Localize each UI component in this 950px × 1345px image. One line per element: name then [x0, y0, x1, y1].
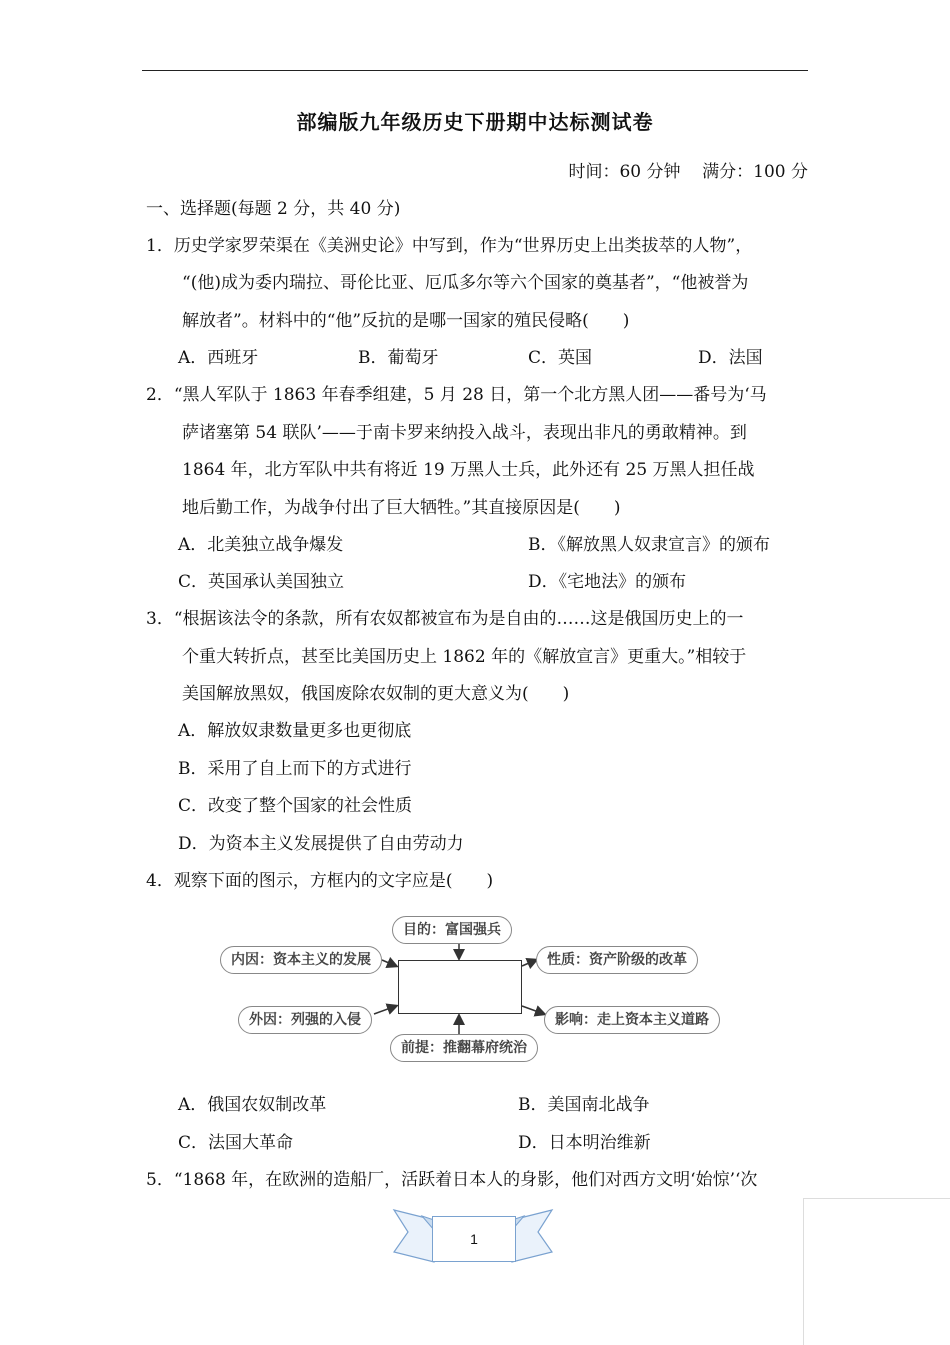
diagram-nature: 性质：资产阶级的改革 — [536, 946, 698, 974]
q2-line-1: 2．“黑人军队于 1863 年春季组建，5 月 28 日，第一个北方黑人团——番号为‘马 — [146, 385, 767, 405]
q4-option-d[interactable]: D．日本明治维新 — [518, 1133, 651, 1153]
q3-option-c[interactable]: C．改变了整个国家的社会性质 — [178, 796, 413, 816]
q3-line-3: 美国解放黑奴，俄国废除农奴制的更大意义为( ) — [182, 684, 570, 704]
q3-option-b[interactable]: B．采用了自上而下的方式进行 — [178, 759, 412, 779]
q2-option-d[interactable]: D．《宅地法》的颁布 — [528, 572, 687, 592]
q2-option-b[interactable]: B．《解放黑人奴隶宣言》的颁布 — [528, 535, 770, 555]
diagram-premise: 前提：推翻幕府统治 — [390, 1034, 538, 1062]
q1-line-2: “(他)成为委内瑞拉、哥伦比亚、厄瓜多尔等六个国家的奠基者”，“他被誉为 — [182, 273, 749, 293]
q2-line-4: 地后勤工作，为战争付出了巨大牺牲。”其直接原因是( ) — [182, 498, 621, 518]
q1-option-b[interactable]: B．葡萄牙 — [358, 348, 439, 368]
q4-option-a[interactable]: A．俄国农奴制改革 — [178, 1095, 327, 1115]
diagram-external-cause: 外因：列强的入侵 — [238, 1006, 372, 1034]
section-heading: 一、选择题(每题 2 分，共 40 分) — [146, 199, 401, 219]
q1-line-1: 1．历史学家罗荣渠在《美洲史论》中写到，作为“世界历史上出类拔萃的人物”， — [146, 236, 753, 256]
q3-option-d[interactable]: D．为资本主义发展提供了自由劳动力 — [178, 834, 464, 854]
q2-line-3: 1864 年，北方军队中共有将近 19 万黑人士兵，此外还有 25 万黑人担任战 — [182, 460, 755, 480]
blank-answer-box — [398, 960, 522, 1014]
q2-option-c[interactable]: C．英国承认美国独立 — [178, 572, 345, 592]
diagram-purpose: 目的：富国强兵 — [392, 916, 512, 944]
q1-option-a[interactable]: A．西班牙 — [178, 348, 259, 368]
q5-line-1: 5．“1868 年，在欧洲的造船厂，活跃着日本人的身影，他们对西方文明‘始惊’‘次 — [146, 1170, 758, 1190]
header-rule — [142, 70, 808, 71]
diagram-internal-cause: 内因：资本主义的发展 — [220, 946, 382, 974]
q3-line-1: 3．“根据该法令的条款，所有农奴都被宣布为是自由的……这是俄国历史上的一 — [146, 609, 744, 629]
diagram-influence: 影响：走上资本主义道路 — [544, 1006, 720, 1034]
q4-diagram — [214, 910, 734, 1068]
q4-line-1: 4．观察下面的图示，方框内的文字应是( ) — [146, 871, 494, 891]
corner-panel — [803, 1198, 950, 1345]
q2-option-a[interactable]: A．北美独立战争爆发 — [178, 535, 344, 555]
q3-option-a[interactable]: A．解放奴隶数量更多也更彻底 — [178, 721, 412, 741]
q1-option-d[interactable]: D．法国 — [698, 348, 763, 368]
q4-option-b[interactable]: B．美国南北战争 — [518, 1095, 650, 1115]
q1-option-c[interactable]: C．英国 — [528, 348, 593, 368]
q2-line-2: 萨诸塞第 54 联队’——于南卡罗来纳投入战斗，表现出非凡的勇敢精神。到 — [182, 423, 747, 443]
q4-option-c[interactable]: C．法国大革命 — [178, 1133, 294, 1153]
page-title: 部编版九年级历史下册期中达标测试卷 — [296, 110, 654, 134]
exam-meta: 时间：60 分钟 满分：100 分 — [568, 162, 808, 182]
page-number: 1 — [432, 1216, 516, 1262]
q1-line-3: 解放者”。材料中的“他”反抗的是哪一国家的殖民侵略( ) — [182, 311, 630, 331]
q3-line-2: 个重大转折点，甚至比美国历史上 1862 年的《解放宣言》更重大。”相较于 — [182, 647, 747, 667]
